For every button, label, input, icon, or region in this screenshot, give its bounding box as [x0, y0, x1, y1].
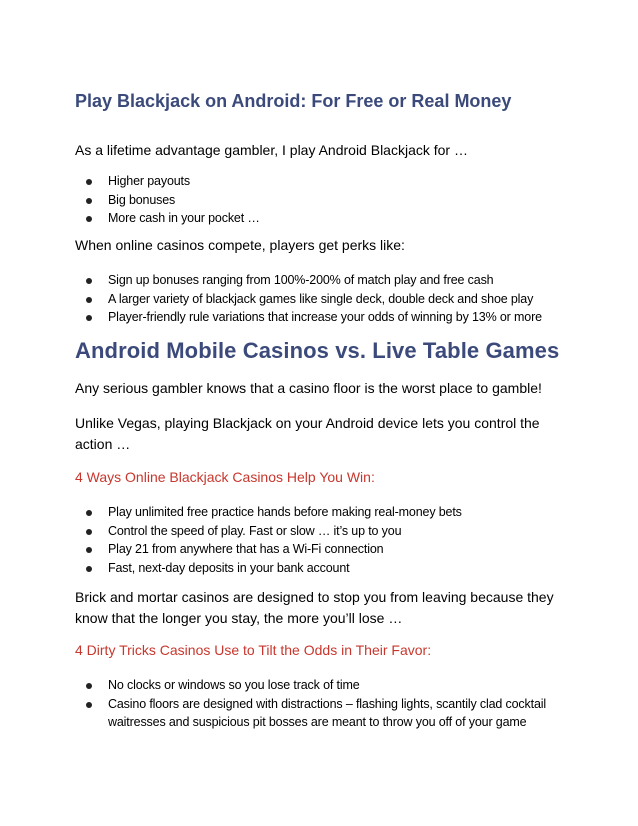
- list-item: More cash in your pocket …: [75, 209, 575, 228]
- perks-list-short: [75, 172, 575, 228]
- list-item: Casino floors are designed with distractions – flashing lights, scantily clad cocktail waitresses and suspicious pit bosses are meant to throw you off of your game: [75, 695, 560, 732]
- list-item: Higher payouts: [75, 172, 575, 191]
- list-item: A larger variety of blackjack games like single deck, double deck and shoe play: [75, 290, 575, 309]
- bullet-icon: [86, 297, 92, 303]
- bullet-icon: [86, 566, 92, 572]
- section-heading-mobile-vs-live: Android Mobile Casinos vs. Live Table Games: [75, 338, 560, 363]
- bullet-icon: [86, 683, 92, 689]
- perks-list-long: [75, 271, 575, 327]
- list-item: Fast, next-day deposits in your bank account: [75, 559, 575, 578]
- list-item: No clocks or windows so you lose track of time: [75, 676, 560, 695]
- bullet-icon: [86, 315, 92, 321]
- list-item: Big bonuses: [75, 191, 575, 210]
- bullet-icon: [86, 702, 92, 708]
- list-item: Sign up bonuses ranging from 100%-200% of match play and free cash: [75, 271, 575, 290]
- casino-floor-paragraph: Any serious gambler knows that a casino floor is the worst place to gamble!: [75, 380, 542, 396]
- bullet-icon: [86, 529, 92, 535]
- subheading-dirty-tricks: 4 Dirty Tricks Casinos Use to Tilt the Odds in Their Favor:: [75, 642, 432, 658]
- section-heading-play-blackjack: Play Blackjack on Android: For Free or Real Money: [75, 91, 512, 111]
- unlike-vegas-paragraph: Unlike Vegas, playing Blackjack on your Android device lets you control the action …: [75, 415, 540, 452]
- bullet-icon: [86, 278, 92, 284]
- list-item: Control the speed of play. Fast or slow … it’s up to you: [75, 522, 575, 541]
- list-item: Player-friendly rule variations that increase your odds of winning by 13% or more: [75, 308, 575, 327]
- bullet-icon: [86, 179, 92, 185]
- bullet-icon: [86, 547, 92, 553]
- brick-and-mortar-paragraph: Brick and mortar casinos are designed to stop you from leaving because they know that the longer you stay, the more you’ll lose …: [75, 589, 554, 626]
- list-item: Play 21 from anywhere that has a Wi-Fi connection: [75, 540, 575, 559]
- list-item: Play unlimited free practice hands before making real-money bets: [75, 503, 575, 522]
- bullet-icon: [86, 198, 92, 204]
- casinos-compete-paragraph: When online casinos compete, players get perks like:: [75, 237, 405, 253]
- bullet-icon: [86, 510, 92, 516]
- bullet-icon: [86, 216, 92, 222]
- intro-paragraph: As a lifetime advantage gambler, I play Android Blackjack for …: [75, 142, 468, 158]
- four-ways-list: [75, 503, 575, 577]
- dirty-tricks-list: [75, 676, 560, 732]
- subheading-four-ways: 4 Ways Online Blackjack Casinos Help You Win:: [75, 469, 375, 485]
